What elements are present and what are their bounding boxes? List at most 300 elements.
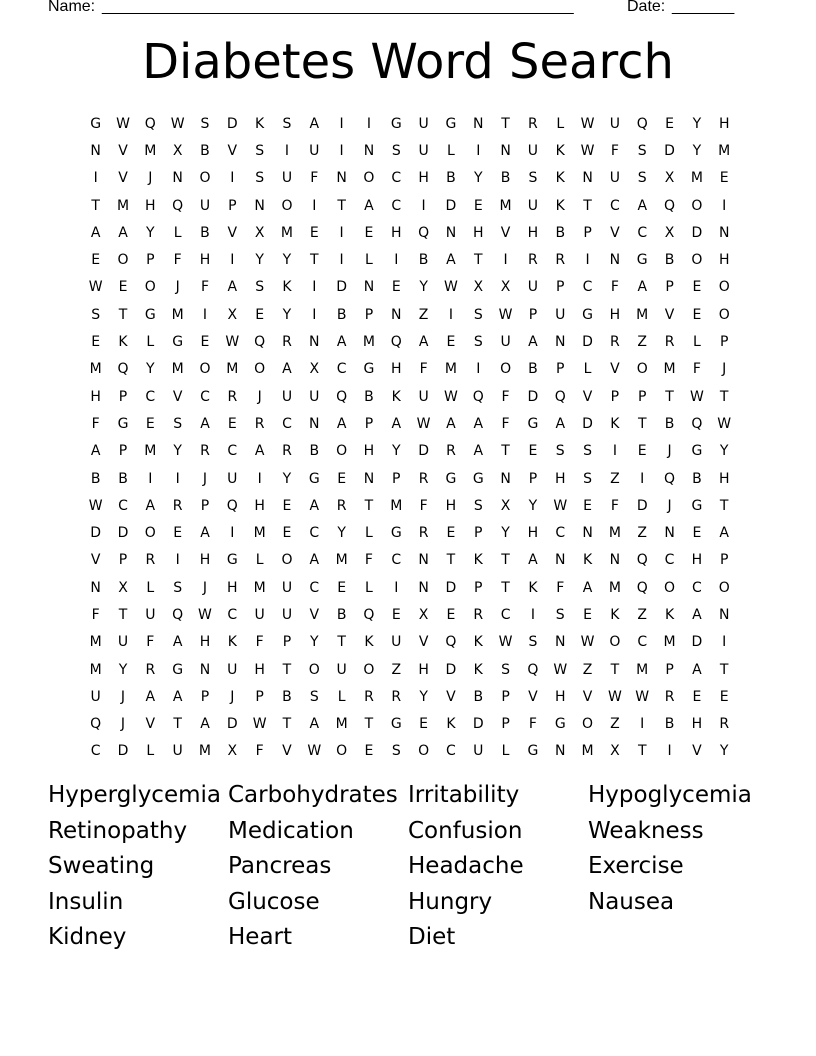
grid-letter: R — [282, 334, 292, 351]
grid-letter: I — [448, 306, 453, 323]
grid-letter: E — [391, 606, 401, 623]
grid-letter: O — [418, 743, 430, 760]
grid-letter: B — [500, 170, 511, 187]
grid-letter: H — [445, 497, 457, 514]
grid-letter: M — [581, 743, 594, 760]
grid-letter: I — [366, 115, 372, 132]
grid-letter: Y — [528, 497, 538, 514]
grid-letter: T — [282, 661, 292, 678]
grid-letter: L — [365, 579, 373, 596]
grid-letter: N — [418, 552, 429, 569]
grid-letter: N — [336, 170, 347, 187]
grid-letter: M — [499, 197, 512, 214]
grid-letter: X — [664, 170, 675, 187]
grid-letter: I — [476, 361, 481, 378]
grid-letter: E — [91, 334, 101, 351]
grid-letter: I — [339, 142, 344, 159]
grid-letter: H — [391, 224, 402, 241]
grid-letter: O — [582, 716, 594, 733]
grid-letter: P — [583, 224, 592, 241]
grid-letter: G — [691, 443, 703, 460]
grid-letter: R — [145, 661, 156, 678]
grid-letter: L — [173, 224, 182, 241]
grid-letter: Q — [445, 634, 457, 651]
grid-row — [82, 465, 738, 492]
grid-letter: K — [473, 634, 483, 651]
grid-letter: O — [199, 361, 211, 378]
grid-letter: V — [582, 688, 593, 705]
grid-letter: C — [446, 743, 456, 760]
grid-letter: E — [692, 279, 702, 296]
grid-letter: V — [90, 552, 101, 569]
grid-letter: L — [692, 334, 701, 351]
grid-letter: G — [390, 525, 402, 542]
grid-letter: Y — [173, 443, 182, 460]
grid-letter: A — [172, 634, 183, 651]
grid-letter: B — [282, 688, 292, 705]
grid-letter: U — [391, 634, 402, 651]
grid-letter: M — [280, 224, 293, 241]
grid-letter: F — [501, 415, 510, 432]
grid-letter: E — [446, 334, 456, 351]
grid-letter: S — [528, 170, 538, 187]
grid-letter: I — [339, 224, 344, 241]
grid-letter: G — [390, 716, 402, 733]
grid-letter: W — [88, 497, 103, 514]
grid-letter: J — [175, 279, 180, 296]
grid-letter: E — [364, 743, 374, 760]
grid-letter: E — [337, 579, 347, 596]
grid-letter: C — [282, 415, 292, 432]
grid-letter: I — [230, 252, 235, 269]
grid-letter: M — [253, 579, 266, 596]
grid-letter: G — [527, 415, 539, 432]
grid-letter: D — [445, 661, 457, 678]
grid-letter: Y — [719, 743, 729, 760]
grid-letter: V — [528, 688, 538, 705]
grid-letter: U — [609, 170, 621, 187]
grid-letter: K — [610, 606, 620, 623]
grid-letter: U — [555, 306, 566, 323]
grid-letter: C — [664, 552, 675, 569]
grid-row — [82, 601, 738, 628]
word-list-item: Medication — [228, 817, 354, 844]
grid-letter: Y — [692, 142, 702, 159]
grid-row — [82, 547, 738, 574]
grid-letter: L — [365, 525, 373, 542]
grid-letter: X — [172, 142, 183, 159]
grid-letter: E — [173, 525, 183, 542]
grid-letter: D — [664, 142, 675, 159]
grid-letter: H — [199, 252, 211, 269]
grid-letter: B — [336, 306, 347, 323]
grid-letter: D — [472, 716, 484, 733]
grid-letter: P — [118, 443, 128, 460]
grid-letter: I — [640, 470, 645, 487]
grid-letter: F — [146, 634, 155, 651]
grid-letter: E — [337, 470, 347, 487]
grid-letter: N — [582, 525, 593, 542]
grid-letter: T — [446, 552, 456, 569]
grid-letter: X — [118, 579, 128, 596]
grid-letter: U — [145, 606, 156, 623]
grid-letter: O — [363, 661, 375, 678]
grid-letter: R — [528, 252, 538, 269]
grid-letter: R — [610, 334, 620, 351]
grid-letter: M — [171, 306, 184, 323]
grid-letter: D — [527, 388, 539, 405]
grid-letter: P — [665, 661, 674, 678]
grid-letter: I — [284, 142, 290, 159]
grid-letter: M — [663, 361, 676, 378]
grid-letter: A — [719, 525, 729, 542]
grid-letter: I — [667, 743, 672, 760]
header-line — [0, 0, 816, 18]
grid-letter: H — [718, 252, 730, 269]
grid-letter: B — [200, 224, 210, 241]
grid-letter: S — [91, 306, 101, 323]
grid-letter: W — [717, 415, 732, 432]
grid-letter: I — [148, 470, 153, 487]
grid-letter: S — [173, 579, 183, 596]
grid-letter: H — [718, 115, 730, 132]
grid-letter: G — [390, 115, 402, 132]
grid-letter: K — [473, 661, 483, 678]
grid-letter: P — [501, 688, 510, 705]
word-column — [228, 778, 408, 956]
grid-letter: B — [528, 361, 538, 378]
grid-letter: J — [667, 497, 672, 514]
grid-letter: A — [309, 115, 320, 132]
grid-letter: D — [117, 743, 129, 760]
grid-letter: U — [227, 470, 238, 487]
grid-letter: P — [556, 279, 565, 296]
grid-letter: P — [146, 252, 155, 269]
grid-letter: B — [418, 252, 429, 269]
grid-letter: L — [146, 743, 155, 760]
grid-letter: K — [555, 142, 565, 159]
grid-letter: N — [363, 470, 375, 487]
grid-letter: W — [170, 115, 185, 132]
grid-letter: V — [500, 224, 511, 241]
grid-letter: K — [473, 552, 483, 569]
grid-letter: H — [199, 634, 211, 651]
grid-row — [82, 137, 738, 164]
grid-letter: N — [664, 525, 675, 542]
grid-letter: P — [228, 197, 237, 214]
grid-letter: E — [200, 334, 210, 351]
grid-letter: D — [636, 497, 648, 514]
grid-letter: Y — [146, 224, 155, 241]
grid-letter: A — [692, 661, 702, 678]
grid-letter: Q — [336, 388, 348, 405]
grid-letter: D — [90, 525, 102, 542]
grid-letter: G — [117, 415, 129, 432]
grid-letter: E — [637, 443, 647, 460]
grid-letter: V — [227, 142, 238, 159]
grid-letter: F — [556, 579, 565, 596]
grid-letter: A — [637, 279, 648, 296]
grid-letter: G — [472, 470, 484, 487]
grid-letter: U — [473, 743, 484, 760]
grid-letter: F — [255, 743, 264, 760]
grid-letter: W — [498, 306, 513, 323]
grid-letter: H — [554, 470, 566, 487]
grid-letter: Q — [472, 388, 484, 405]
grid-letter: N — [582, 170, 593, 187]
grid-letter: A — [282, 361, 292, 378]
grid-letter: U — [199, 197, 211, 214]
grid-letter: Z — [391, 661, 402, 678]
grid-letter: C — [637, 634, 648, 651]
grid-row — [82, 711, 738, 738]
grid-letter: V — [610, 224, 620, 241]
grid-letter: U — [418, 142, 429, 159]
grid-letter: U — [527, 142, 539, 159]
grid-letter: P — [474, 579, 483, 596]
grid-letter: I — [612, 443, 617, 460]
letter-grid — [82, 110, 738, 765]
word-list-item: Irritability — [408, 782, 520, 808]
grid-letter: S — [473, 334, 483, 351]
grid-letter: D — [226, 115, 238, 132]
grid-letter: A — [309, 552, 320, 569]
grid-letter: S — [528, 634, 538, 651]
grid-letter: S — [255, 142, 265, 159]
grid-letter: P — [118, 552, 128, 569]
grid-letter: F — [419, 497, 428, 514]
grid-letter: R — [254, 415, 265, 432]
grid-letter: R — [719, 716, 730, 733]
grid-letter: M — [690, 170, 703, 187]
grid-letter: O — [336, 443, 348, 460]
grid-letter: M — [171, 361, 184, 378]
grid-letter: O — [691, 197, 703, 214]
grid-letter: G — [445, 470, 457, 487]
grid-letter: E — [692, 306, 702, 323]
grid-letter: D — [226, 716, 238, 733]
grid-row — [82, 738, 738, 765]
grid-letter: V — [118, 170, 128, 187]
grid-letter: P — [610, 388, 620, 405]
grid-letter: I — [339, 115, 344, 132]
word-list-item: Hypoglycemia — [588, 782, 752, 808]
grid-row — [82, 683, 738, 710]
grid-letter: M — [144, 443, 157, 460]
grid-letter: M — [636, 306, 649, 323]
grid-letter: Z — [582, 661, 593, 678]
grid-letter: R — [446, 443, 456, 460]
grid-letter: S — [309, 688, 319, 705]
grid-letter: T — [665, 388, 674, 405]
grid-letter: I — [585, 252, 590, 269]
grid-letter: C — [309, 579, 320, 596]
grid-letter: N — [445, 224, 457, 241]
grid-letter: I — [640, 716, 645, 733]
date-field[interactable]: _______ — [672, 0, 735, 15]
word-column — [48, 778, 228, 956]
grid-letter: F — [419, 361, 428, 378]
grid-letter: E — [692, 688, 702, 705]
grid-letter: O — [609, 634, 621, 651]
grid-letter: K — [555, 197, 565, 214]
grid-letter: M — [608, 579, 621, 596]
grid-letter: G — [636, 252, 648, 269]
grid-letter: M — [608, 525, 621, 542]
grid-letter: K — [255, 115, 265, 132]
grid-letter: B — [200, 142, 210, 159]
grid-letter: J — [148, 170, 153, 187]
grid-letter: Y — [337, 525, 346, 542]
grid-letter: A — [446, 252, 456, 269]
grid-letter: A — [473, 443, 484, 460]
grid-letter: E — [719, 170, 729, 187]
grid-letter: I — [257, 470, 262, 487]
grid-letter: V — [309, 606, 320, 623]
grid-letter: U — [500, 334, 511, 351]
grid-letter: X — [227, 743, 238, 760]
grid-letter: R — [282, 443, 292, 460]
grid-letter: N — [718, 606, 730, 623]
grid-row — [82, 492, 738, 519]
grid-letter: G — [527, 743, 539, 760]
grid-letter: U — [336, 661, 347, 678]
grid-letter: T — [501, 115, 510, 132]
grid-letter: T — [501, 443, 510, 460]
grid-letter: Q — [254, 334, 266, 351]
grid-letter: F — [528, 716, 537, 733]
grid-letter: N — [473, 115, 484, 132]
grid-letter: N — [500, 142, 511, 159]
grid-letter: S — [391, 743, 401, 760]
grid-letter: S — [637, 142, 647, 159]
grid-letter: C — [90, 743, 101, 760]
grid-letter: H — [254, 497, 265, 514]
grid-letter: T — [337, 634, 346, 651]
grid-letter: W — [553, 497, 568, 514]
grid-letter: R — [227, 388, 238, 405]
grid-letter: B — [364, 388, 374, 405]
grid-letter: Q — [664, 197, 676, 214]
grid-letter: W — [580, 142, 595, 159]
grid-letter: W — [444, 388, 458, 405]
grid-letter: V — [145, 716, 156, 733]
grid-letter: F — [501, 388, 510, 405]
grid-letter: I — [530, 606, 535, 623]
grid-letter: I — [230, 170, 235, 187]
grid-letter: U — [117, 634, 129, 651]
grid-letter: S — [555, 443, 565, 460]
grid-row — [82, 301, 738, 328]
word-column — [588, 778, 768, 920]
grid-letter: I — [202, 306, 208, 323]
grid-letter: E — [364, 224, 374, 241]
word-list-item: Confusion — [408, 817, 523, 844]
grid-letter: U — [281, 579, 293, 596]
grid-letter: R — [664, 688, 675, 705]
grid-letter: O — [500, 361, 512, 378]
grid-letter: H — [609, 306, 621, 323]
grid-letter: G — [90, 115, 102, 132]
grid-letter: P — [719, 552, 729, 569]
grid-letter: M — [89, 361, 102, 378]
grid-letter: K — [610, 415, 620, 432]
grid-letter: M — [89, 661, 102, 678]
grid-letter: Z — [637, 525, 648, 542]
grid-letter: M — [144, 142, 157, 159]
grid-letter: N — [199, 661, 211, 678]
grid-letter: Q — [172, 197, 184, 214]
grid-letter: S — [555, 606, 565, 623]
grid-letter: E — [309, 224, 319, 241]
word-list-item: Hyperglycemia — [48, 782, 221, 808]
grid-letter: Q — [90, 716, 102, 733]
grid-letter: A — [90, 224, 101, 241]
grid-letter: G — [172, 661, 184, 678]
grid-letter: P — [282, 634, 292, 651]
grid-letter: K — [227, 634, 237, 651]
grid-letter: S — [583, 443, 593, 460]
name-field[interactable]: _____________________________________________________ — [102, 0, 574, 15]
grid-row — [82, 438, 738, 465]
grid-letter: V — [418, 634, 429, 651]
grid-letter: L — [556, 115, 565, 132]
grid-letter: C — [118, 497, 128, 514]
grid-letter: C — [391, 552, 402, 569]
grid-letter: H — [363, 443, 375, 460]
grid-letter: X — [254, 224, 265, 241]
grid-letter: C — [637, 224, 648, 241]
grid-letter: X — [610, 743, 620, 760]
grid-letter: M — [636, 661, 649, 678]
grid-letter: A — [172, 688, 183, 705]
grid-letter: T — [364, 497, 374, 514]
grid-letter: M — [253, 525, 266, 542]
grid-letter: Y — [255, 252, 264, 269]
grid-letter: F — [200, 279, 209, 296]
grid-letter: Q — [636, 115, 648, 132]
grid-letter: Q — [172, 606, 184, 623]
grid-letter: Y — [692, 115, 702, 132]
grid-letter: A — [90, 443, 101, 460]
grid-letter: V — [446, 688, 456, 705]
grid-letter: Y — [419, 279, 428, 296]
grid-letter: X — [309, 361, 320, 378]
grid-letter: H — [472, 224, 484, 241]
grid-letter: G — [144, 306, 156, 323]
grid-letter: A — [145, 497, 156, 514]
grid-letter: J — [230, 688, 235, 705]
grid-letter: G — [363, 361, 375, 378]
grid-letter: W — [607, 688, 622, 705]
grid-letter: I — [394, 579, 399, 596]
grid-letter: E — [227, 415, 237, 432]
grid-letter: U — [172, 743, 183, 760]
grid-letter: C — [145, 388, 156, 405]
grid-letter: K — [391, 388, 401, 405]
grid-letter: I — [339, 252, 344, 269]
grid-letter: N — [609, 252, 621, 269]
word-list-item: Kidney — [48, 924, 127, 950]
grid-letter: J — [120, 716, 126, 733]
grid-letter: V — [172, 388, 183, 405]
grid-letter: I — [230, 525, 235, 542]
grid-letter: L — [447, 142, 455, 159]
grid-letter: W — [88, 279, 103, 296]
grid-letter: F — [364, 552, 373, 569]
grid-letter: I — [421, 197, 426, 214]
word-list-item: Nausea — [588, 888, 675, 915]
